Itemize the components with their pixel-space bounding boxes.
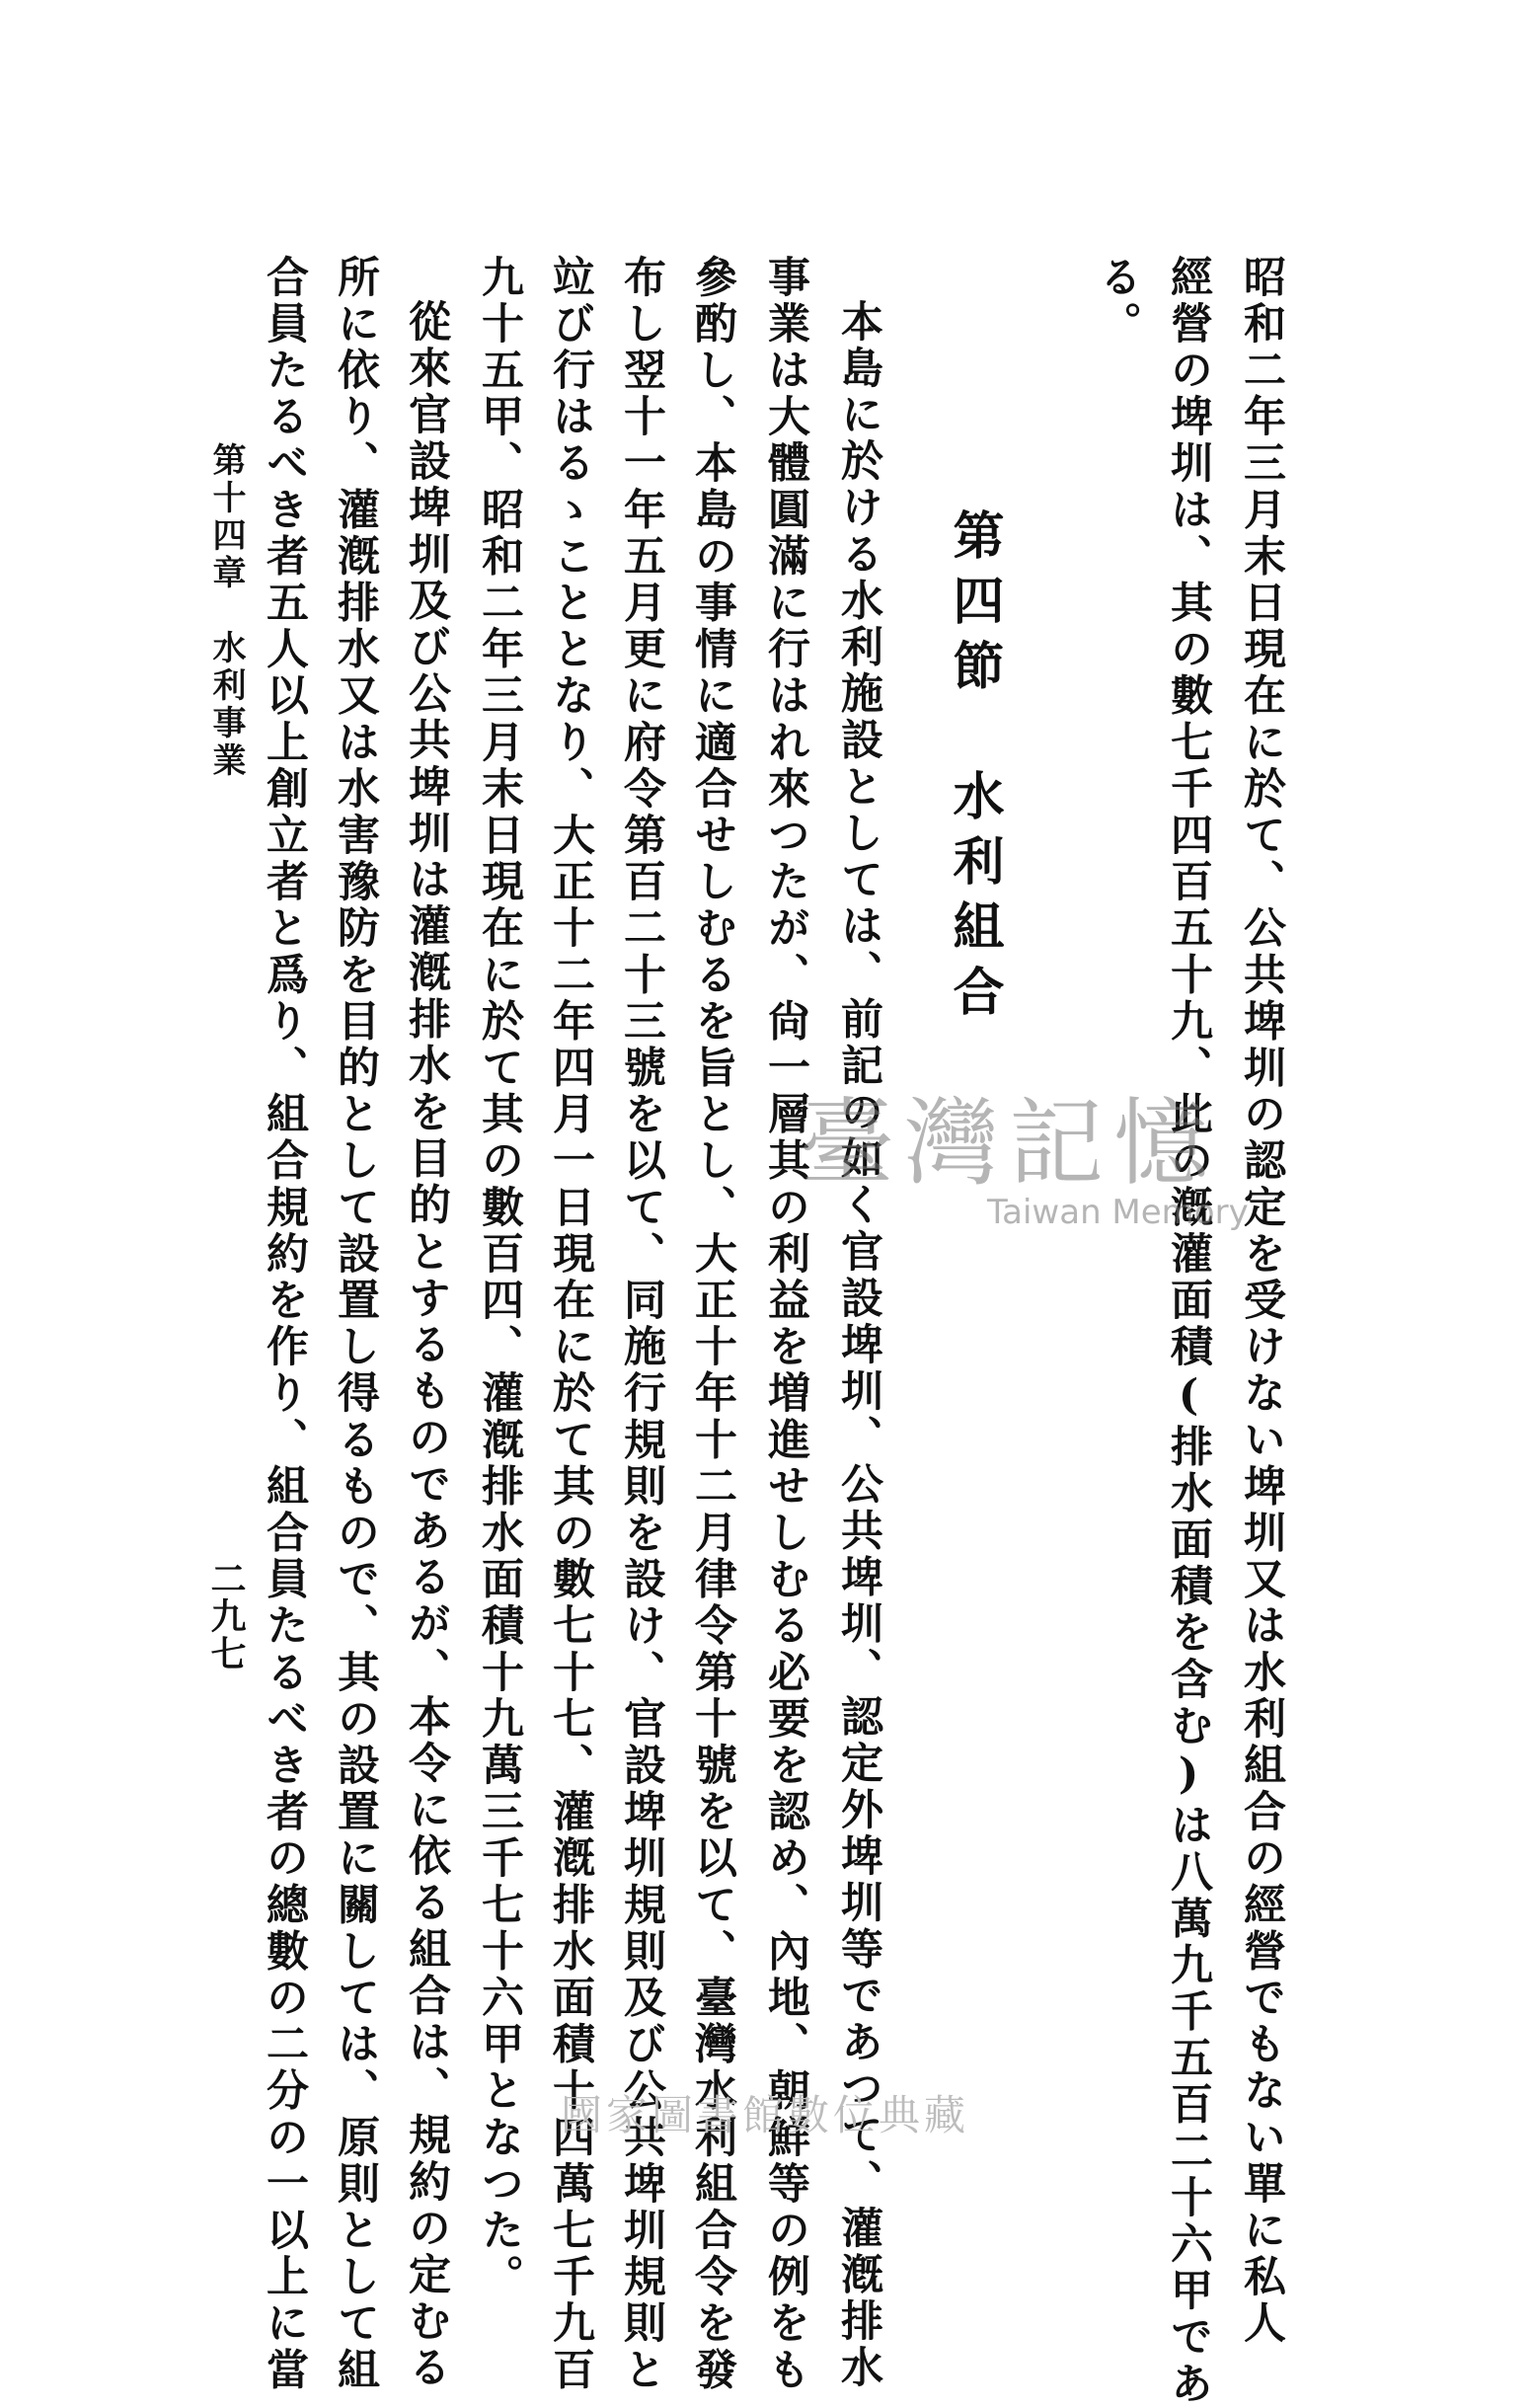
- watermark: [800, 1088, 1249, 1232]
- text-column: 合員たるべき者五人以上創立者と爲り、組合規約を作り、組合員たるべき者の總數の二分の一以上に當: [260, 255, 309, 2394]
- text-column: 昭和二年三月末日現在に於て、公共埤圳の認定を受けない埤圳又は水利組合の經營でもない單に私人: [1237, 255, 1286, 2348]
- text-column: 九十五甲、昭和二年三月末日現在に於て其の數百四、灌漑排水面積十九萬三千七十六甲となつた。: [475, 255, 524, 2301]
- text-column: 經營の埤圳は、其の數七千四百五十九、此の漑灌面積(排水面積を含む)は八萬九千五百二十六甲であ: [1164, 255, 1213, 2408]
- page-number: 二九七: [205, 1560, 246, 1672]
- text-column: 從來官設埤圳及び公共埤圳は灌漑排水を目的とするものであるが、本令に依る組合は、規約の定むる: [402, 299, 451, 2392]
- watermark-title: 臺灣記憶: [800, 1088, 1218, 1199]
- library-footer: 國家圖書館數位典藏: [560, 2091, 969, 2139]
- text-column: る。: [1093, 255, 1142, 349]
- chapter-footer: 第十四章 水利事業: [206, 442, 246, 780]
- text-column: 所に依り、灌漑排水又は水害豫防を目的として設置し得るもので、其の設置に關しては、原則として組: [331, 255, 380, 2394]
- text-column: 竝び行はるゝこととなり、大正十二年四月一日現在に於て其の數七十七、灌漑排水面積十四萬七千九百: [546, 255, 595, 2394]
- text-column: 本島に於ける水利施設としては、前記の如く官設埤圳、公共埤圳、認定外埤圳等であつて、灌漑排水: [834, 299, 883, 2392]
- section-heading: 第四節 水利組合: [944, 508, 1003, 1030]
- text-column: 事業は大體圓滿に行はれ來つたが、尙一層其の利益を増進せしむる必要を認め、內地、朝鮮等の例をも: [761, 255, 810, 2394]
- watermark-subtitle: Taiwan Memory: [987, 1193, 1249, 1232]
- text-column: 參酌し、本島の事情に適合せしむるを旨とし、大正十年十二月律令第十號を以て、臺灣水利組合令を發: [688, 255, 737, 2394]
- text-column: 布し翌十一年五月更に府令第百二十三號を以て、同施行規則を設け、官設埤圳規則及び公共埤圳規則と: [617, 255, 666, 2394]
